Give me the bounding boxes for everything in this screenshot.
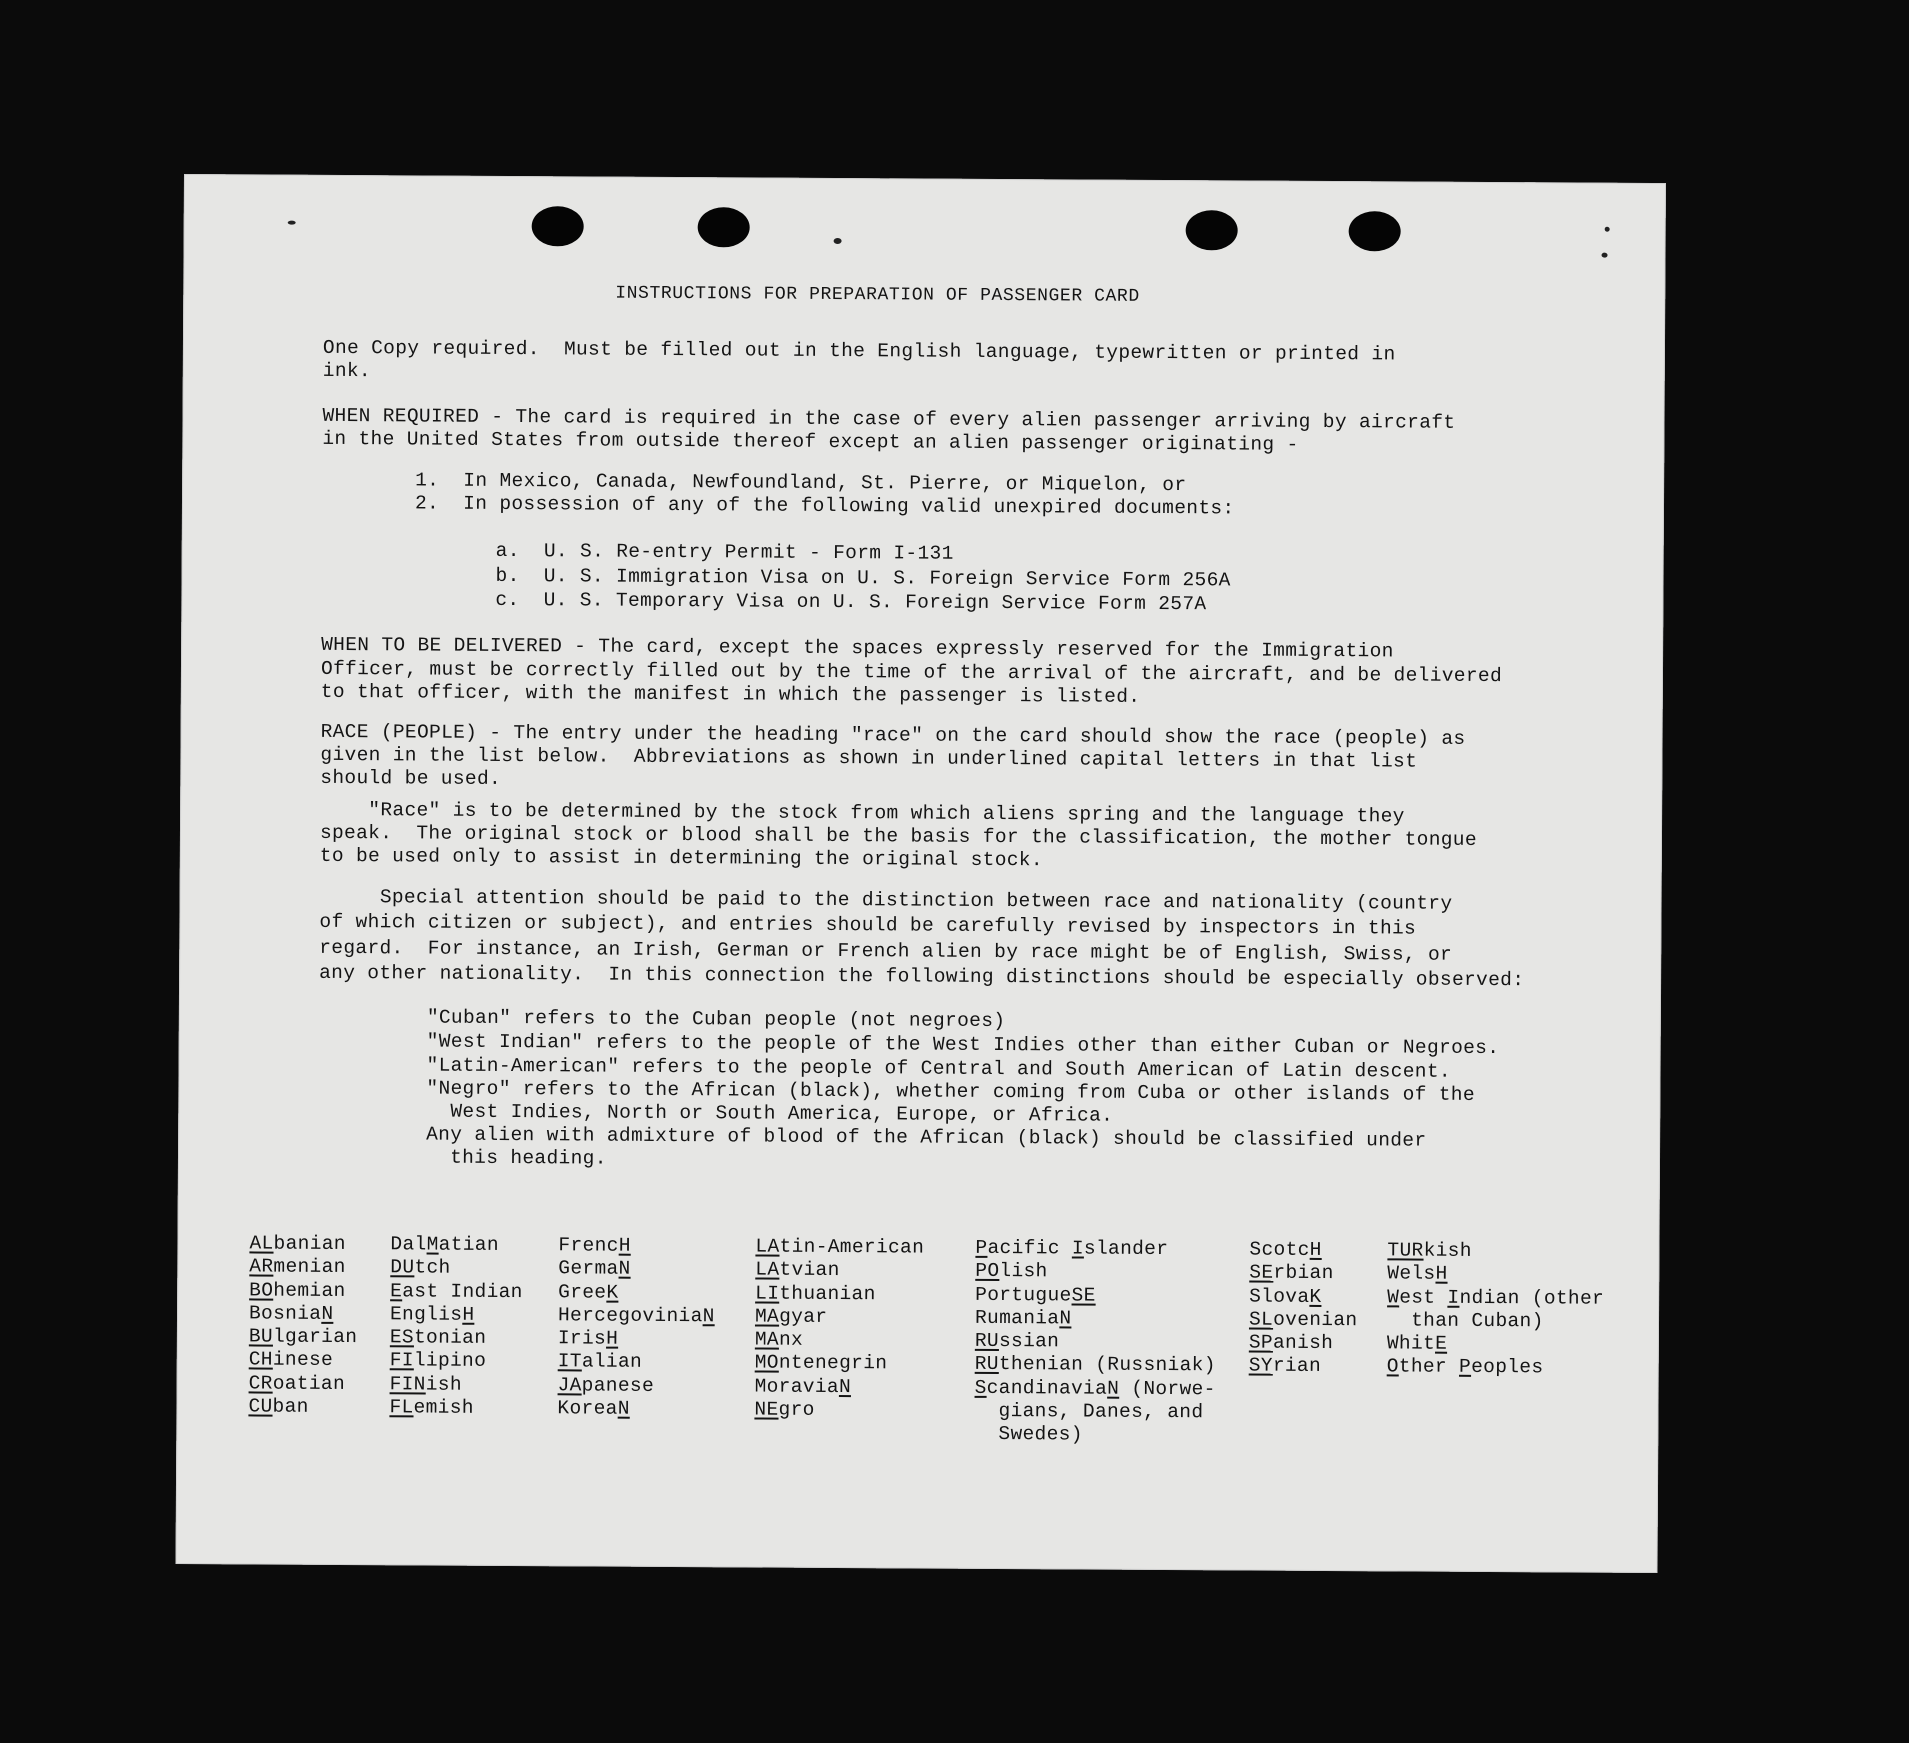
race-entry xyxy=(975,1260,1216,1285)
race-abbreviation: FL xyxy=(389,1396,414,1419)
race-name-text: Rumania xyxy=(974,1306,1060,1330)
document-title: INSTRUCTIONS FOR PREPARATION OF PASSENGER CARD xyxy=(615,283,1140,307)
race-abbreviation: H xyxy=(618,1234,631,1257)
race-list-column xyxy=(248,1232,358,1419)
race-people-line: given in the list below. Abbreviations as shown in underlined capital letters in that list xyxy=(320,743,1418,773)
race-name-text: Englis xyxy=(389,1303,463,1326)
race-abbreviation: H xyxy=(1309,1238,1322,1261)
race-name-text: ast Indian xyxy=(402,1279,523,1303)
race-entry xyxy=(249,1326,358,1350)
race-name-text: candinavia xyxy=(986,1376,1108,1400)
race-entry xyxy=(1387,1286,1604,1311)
race-name-text: slander xyxy=(1083,1237,1169,1261)
race-entry xyxy=(1387,1263,1604,1288)
race-entry xyxy=(1249,1355,1358,1379)
race-entry xyxy=(1387,1309,1604,1334)
distinction-line: "West Indian" refers to the people of the West Indies other than either Cuban or Negroes. xyxy=(426,1030,1500,1060)
race-name-text: Wels xyxy=(1387,1262,1436,1285)
race-abbreviation: IT xyxy=(557,1350,582,1373)
document-item: c. U. S. Temporary Visa on U. S. Foreign Service Form 257A xyxy=(495,588,1207,616)
race-name-text: tvian xyxy=(779,1258,840,1282)
race-list-column xyxy=(389,1233,523,1420)
race-name-text: lish xyxy=(999,1260,1048,1283)
race-abbreviation: LI xyxy=(755,1282,780,1305)
race-abbreviation: MA xyxy=(754,1305,780,1328)
condition-item: 1. In Mexico, Canada, Newfoundland, St. Pierre, or Miquelon, or xyxy=(415,469,1187,497)
race-abbreviation: FI xyxy=(389,1349,414,1372)
race-entry xyxy=(1249,1332,1358,1356)
when-delivered-line: Officer, must be correctly filled out by the time of the arrival of the aircraft, and be delivered xyxy=(320,657,1503,688)
race-abbreviation: N xyxy=(618,1257,631,1281)
when-required-line: in the United States from outside thereof except an alien passenger originating - xyxy=(322,427,1299,456)
race-name-text: emish xyxy=(413,1396,474,1419)
race-abbreviation: RU xyxy=(974,1353,999,1376)
race-entry xyxy=(974,1400,1215,1425)
race-definition-line: to be used only to assist in determining the original stock. xyxy=(319,844,1044,872)
distinction-line: West Indies, North or South America, Europe, or Africa. xyxy=(426,1100,1114,1127)
race-abbreviation: AR xyxy=(249,1255,274,1278)
race-entry xyxy=(754,1399,923,1423)
race-abbreviation: I xyxy=(1071,1237,1085,1260)
special-attention-line: Special attention should be paid to the distinction between race and nationality (country xyxy=(319,885,1453,915)
race-entry xyxy=(558,1281,715,1305)
race-entry xyxy=(390,1303,523,1327)
race-name-text: oatian xyxy=(272,1372,346,1395)
distinction-line: Any alien with admixture of blood of the African (black) should be classified under xyxy=(426,1123,1427,1152)
race-name-text: ntenegrin xyxy=(778,1352,888,1375)
race-abbreviation: N xyxy=(617,1397,630,1420)
race-abbreviation: M xyxy=(426,1233,439,1256)
race-abbreviation: CU xyxy=(248,1395,273,1418)
race-abbreviation: H xyxy=(462,1303,475,1326)
race-name-text: Hercegovinia xyxy=(557,1304,703,1328)
race-entry xyxy=(1249,1308,1358,1332)
race-entry xyxy=(558,1351,715,1375)
race-name-text: gro xyxy=(778,1398,815,1421)
ink-speck xyxy=(1602,253,1608,258)
race-abbreviation: FIN xyxy=(389,1373,426,1396)
intro-line: ink. xyxy=(322,359,372,383)
race-name-text: eoples xyxy=(1471,1356,1544,1379)
race-abbreviation: BO xyxy=(249,1279,274,1302)
race-name-text: tonian xyxy=(413,1326,487,1350)
race-abbreviation: DU xyxy=(390,1256,415,1279)
race-entry xyxy=(975,1353,1216,1378)
race-entry xyxy=(249,1349,358,1373)
document-page xyxy=(176,174,1666,1573)
race-name-text: hemian xyxy=(273,1279,346,1302)
race-name-text: kish xyxy=(1423,1239,1472,1262)
race-abbreviation: K xyxy=(1309,1285,1322,1308)
race-abbreviation: N xyxy=(1107,1377,1120,1400)
race-abbreviation: K xyxy=(606,1281,619,1304)
race-entry xyxy=(755,1305,924,1329)
race-abbreviation: PO xyxy=(975,1260,1000,1283)
race-name-text: Bosnia xyxy=(248,1302,322,1325)
race-abbreviation: SP xyxy=(1248,1331,1274,1354)
race-entry xyxy=(1249,1262,1358,1286)
race-entry xyxy=(390,1326,523,1350)
race-name-text: alian xyxy=(581,1350,643,1374)
race-name-text: tin-American xyxy=(779,1235,925,1259)
document-item: b. U. S. Immigration Visa on U. S. Foreign Service Form 256A xyxy=(495,564,1231,592)
race-name-text: ther xyxy=(1398,1355,1460,1379)
race-abbreviation: N xyxy=(702,1305,715,1328)
race-name-text: ish xyxy=(425,1373,462,1396)
race-name-text: tch xyxy=(414,1256,451,1279)
when-delivered-line: WHEN TO BE DELIVERED - The card, except the spaces expressly reserved for the Immigration xyxy=(321,633,1394,663)
race-abbreviation: ES xyxy=(389,1326,415,1349)
special-attention-line: any other nationality. In this connection the following distinctions should be especially observed: xyxy=(319,961,1525,992)
race-abbreviation: W xyxy=(1387,1285,1400,1309)
race-name-text: Dal xyxy=(390,1233,427,1256)
intro-line: One Copy required. Must be filled out in the English language, typewritten or printed in xyxy=(322,336,1396,366)
race-entry xyxy=(249,1232,358,1256)
race-name-text: (Norwe- xyxy=(1119,1377,1216,1401)
race-name-text: lgarian xyxy=(272,1325,358,1349)
race-abbreviation: SE xyxy=(1071,1284,1096,1307)
race-abbreviation: N xyxy=(1059,1307,1072,1330)
race-entry xyxy=(755,1236,924,1260)
race-entry xyxy=(557,1397,714,1421)
race-name-text: Gree xyxy=(558,1280,607,1304)
race-list-column xyxy=(1387,1239,1605,1380)
distinction-line: "Latin-American" refers to the people of Central and South American of Latin descent. xyxy=(426,1054,1452,1083)
race-definition-line: "Race" is to be determined by the stock from which aliens spring and the language they xyxy=(320,798,1405,828)
race-entry xyxy=(249,1302,358,1326)
race-name-text: inese xyxy=(272,1349,334,1372)
distinction-line: "Negro" refers to the African (black), whether coming from Cuba or other islands of the xyxy=(426,1077,1475,1106)
special-attention-line: of which citizen or subject), and entries should be carefully revised by inspectors in this xyxy=(319,910,1417,940)
race-name-text: ndian (other xyxy=(1459,1286,1605,1310)
race-abbreviation: MO xyxy=(754,1351,779,1375)
race-entry xyxy=(1249,1239,1358,1263)
race-name-text: anish xyxy=(1272,1331,1334,1355)
race-abbreviation: BU xyxy=(248,1325,274,1348)
special-attention-line: regard. For instance, an Irish, German or French alien by race might be of English, Swiss, or xyxy=(319,936,1453,966)
race-name-text: Slova xyxy=(1249,1285,1310,1308)
race-abbreviation: AL xyxy=(249,1232,274,1255)
race-entry xyxy=(390,1350,523,1374)
race-name-text: Frenc xyxy=(558,1234,619,1257)
race-entry xyxy=(249,1372,358,1396)
race-abbreviation: O xyxy=(1386,1355,1399,1378)
race-name-text: panese xyxy=(581,1374,655,1397)
race-name-text: ban xyxy=(272,1395,309,1418)
race-abbreviation: E xyxy=(1435,1332,1448,1355)
race-entry xyxy=(558,1258,715,1282)
race-name-text: Moravia xyxy=(754,1375,840,1398)
race-entry xyxy=(975,1377,1216,1402)
race-list-column xyxy=(974,1237,1216,1448)
race-name-text: rbian xyxy=(1273,1261,1334,1285)
race-entry xyxy=(249,1256,358,1280)
race-entry xyxy=(249,1279,358,1303)
document-item: a. U. S. Re-entry Permit - Form I-131 xyxy=(495,539,954,565)
race-name-text: nx xyxy=(778,1328,804,1351)
race-abbreviation: I xyxy=(1447,1286,1460,1309)
race-name-text: thenian (Russniak) xyxy=(998,1353,1216,1377)
ink-speck xyxy=(834,238,842,244)
when-required-line: WHEN REQUIRED - The card is required in the case of every alien passenger arriving by aircraft xyxy=(322,404,1456,434)
race-entry xyxy=(558,1374,715,1398)
ink-speck xyxy=(1605,227,1610,232)
race-abbreviation: CH xyxy=(248,1348,273,1372)
race-abbreviation: NE xyxy=(754,1398,779,1421)
race-list-column xyxy=(1249,1239,1358,1379)
condition-item: 2. In possession of any of the following valid unexpired documents: xyxy=(414,492,1235,520)
race-entry xyxy=(975,1330,1216,1355)
race-name-text: gians, Danes, and xyxy=(974,1399,1204,1424)
race-entry xyxy=(1387,1356,1604,1381)
race-name-text: rian xyxy=(1272,1355,1322,1378)
race-people-line: should be used. xyxy=(320,766,502,790)
race-name-text: thuanian xyxy=(779,1282,876,1305)
race-abbreviation: H xyxy=(1435,1262,1448,1286)
race-abbreviation: LA xyxy=(755,1235,780,1258)
race-name-text: atian xyxy=(438,1233,500,1256)
race-entry xyxy=(1387,1239,1604,1264)
race-entry xyxy=(1387,1333,1604,1358)
race-name-text: ovenian xyxy=(1273,1308,1358,1332)
race-abbreviation: N xyxy=(838,1375,852,1398)
race-name-text: ssian xyxy=(998,1330,1060,1353)
race-name-text: lipino xyxy=(413,1349,487,1373)
race-entry xyxy=(975,1237,1216,1262)
race-entry xyxy=(974,1423,1215,1448)
race-entry xyxy=(755,1329,924,1353)
race-abbreviation: RU xyxy=(974,1330,1000,1353)
race-abbreviation: SE xyxy=(1249,1261,1274,1284)
race-name-text: gyar xyxy=(779,1305,828,1328)
race-name-text: acific xyxy=(987,1236,1072,1260)
race-name-text: banian xyxy=(273,1232,346,1256)
race-abbreviation: MA xyxy=(754,1328,780,1351)
race-entry xyxy=(390,1233,523,1257)
race-abbreviation: TUR xyxy=(1387,1239,1424,1262)
race-name-text: Germa xyxy=(558,1257,619,1280)
race-entry xyxy=(390,1373,523,1397)
race-name-text: Iris xyxy=(557,1327,607,1350)
punch-hole xyxy=(532,206,584,246)
distinction-line: "Cuban" refers to the Cuban people (not negroes) xyxy=(426,1006,1006,1033)
race-entry xyxy=(755,1352,924,1376)
race-abbreviation: H xyxy=(606,1327,619,1350)
race-list-column xyxy=(754,1236,924,1423)
punch-hole xyxy=(698,207,750,247)
race-people-line: RACE (PEOPLE) - The entry under the heading "race" on the card should show the race (people) as xyxy=(320,720,1466,750)
ink-speck xyxy=(288,221,296,225)
race-abbreviation: JA xyxy=(557,1374,582,1397)
race-definition-line: speak. The original stock or blood shall be the basis for the classification, the mother tongue xyxy=(319,821,1478,851)
race-abbreviation: E xyxy=(390,1279,403,1302)
race-abbreviation: S xyxy=(974,1376,987,1399)
race-abbreviation: P xyxy=(1458,1356,1472,1379)
race-entry xyxy=(390,1280,523,1304)
race-name-text: Scotc xyxy=(1249,1238,1310,1261)
race-entry xyxy=(389,1396,522,1420)
race-name-text: est xyxy=(1399,1286,1448,1309)
when-delivered-line: to that officer, with the manifest in which the passenger is listed. xyxy=(320,680,1141,708)
race-abbreviation: SY xyxy=(1248,1355,1273,1378)
race-entry xyxy=(755,1375,924,1399)
race-entry xyxy=(558,1304,715,1328)
race-entry xyxy=(975,1283,1216,1308)
race-abbreviation: SL xyxy=(1248,1308,1274,1331)
race-entry xyxy=(248,1395,357,1419)
race-entry xyxy=(390,1257,523,1281)
race-abbreviation: N xyxy=(321,1302,334,1325)
race-entry xyxy=(975,1307,1216,1332)
race-list-column xyxy=(557,1234,715,1421)
race-entry xyxy=(1249,1285,1358,1309)
race-abbreviation: LA xyxy=(755,1258,780,1281)
race-name-text: Whit xyxy=(1386,1332,1436,1355)
race-name-text: Korea xyxy=(557,1397,618,1420)
race-entry xyxy=(755,1259,924,1283)
race-entry xyxy=(755,1282,924,1306)
distinction-line: this heading. xyxy=(425,1146,607,1170)
race-abbreviation: CR xyxy=(248,1372,273,1395)
race-name-text: Portugue xyxy=(975,1283,1072,1307)
race-name-text: than Cuban) xyxy=(1386,1309,1544,1333)
race-entry xyxy=(558,1327,715,1351)
race-name-text: menian xyxy=(273,1255,346,1279)
race-name-text: Swedes) xyxy=(974,1423,1083,1446)
punch-hole xyxy=(1349,211,1401,251)
race-entry xyxy=(558,1234,715,1258)
race-abbreviation: P xyxy=(975,1236,988,1259)
punch-hole xyxy=(1186,210,1238,250)
